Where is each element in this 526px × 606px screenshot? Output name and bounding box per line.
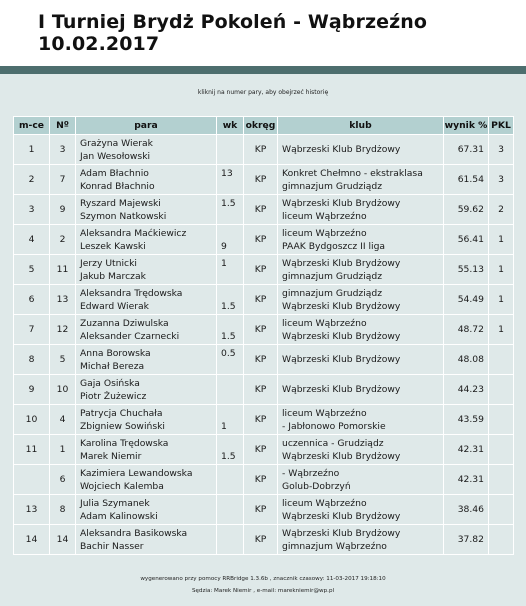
header-divider	[0, 66, 526, 74]
player-1: Karolina Trędowska	[80, 437, 169, 449]
wk-cell	[217, 195, 244, 225]
score-cell: 54.49	[444, 285, 489, 315]
pair-cell	[76, 465, 217, 495]
wk-player-1: 13	[221, 167, 233, 179]
place-cell: 7	[14, 315, 50, 345]
col-header-number: Nº	[50, 117, 76, 135]
district-cell: KP	[244, 285, 278, 315]
pair-cell	[76, 495, 217, 525]
player-2: Jakub Marczak	[80, 270, 146, 282]
table-row	[14, 285, 514, 315]
player-1: Adam Błachnio	[80, 167, 149, 179]
district-cell: KP	[244, 315, 278, 345]
pair-cell	[76, 135, 217, 165]
pair-number-link[interactable]: 8	[50, 495, 76, 525]
pair-number-link[interactable]: 10	[50, 375, 76, 405]
district-cell: KP	[244, 435, 278, 465]
wk-cell	[217, 375, 244, 405]
club-1: uczennica - Grudziądz	[282, 437, 384, 449]
table-row	[14, 375, 514, 405]
club-1: Konkret Chełmno - ekstraklasa	[282, 167, 423, 179]
club-1: gimnazjum Grudziądz	[282, 287, 383, 299]
club-cell	[278, 525, 444, 555]
wk-player-1: 1.5	[221, 197, 236, 209]
club-1: Wąbrzeski Klub Brydżowy	[282, 354, 401, 365]
place-cell: 13	[14, 495, 50, 525]
club-cell	[278, 405, 444, 435]
table-row	[14, 495, 514, 525]
pkl-cell	[489, 435, 514, 465]
place-cell: 14	[14, 525, 50, 555]
player-2: Konrad Błachnio	[80, 180, 155, 192]
score-cell: 61.54	[444, 165, 489, 195]
table-header-row	[14, 117, 514, 135]
pkl-cell: 1	[489, 285, 514, 315]
pair-number-link[interactable]: 7	[50, 165, 76, 195]
wk-cell	[217, 165, 244, 195]
pkl-cell	[489, 465, 514, 495]
page-title: I Turniej Brydż Pokoleń - Wąbrzeźno 10.02.2017	[38, 11, 428, 55]
pkl-cell: 1	[489, 315, 514, 345]
pkl-cell	[489, 345, 514, 375]
club-2: gimnazjum Grudziądz	[282, 180, 383, 192]
district-cell: KP	[244, 495, 278, 525]
district-cell: KP	[244, 135, 278, 165]
pair-cell	[76, 375, 217, 405]
pair-cell	[76, 525, 217, 555]
pkl-cell	[489, 405, 514, 435]
pkl-cell: 1	[489, 225, 514, 255]
club-cell	[278, 495, 444, 525]
score-cell: 44.23	[444, 375, 489, 405]
table-row	[14, 345, 514, 375]
wk-cell	[217, 135, 244, 165]
place-cell: 3	[14, 195, 50, 225]
table-row	[14, 315, 514, 345]
col-header-wk: wk	[217, 117, 244, 135]
pair-number-link[interactable]: 5	[50, 345, 76, 375]
club-2: Wąbrzeski Klub Brydżowy	[282, 300, 401, 312]
club-2: PAAK Bydgoszcz II liga	[282, 240, 386, 252]
wk-cell	[217, 525, 244, 555]
player-1: Aleksandra Trędowska	[80, 287, 183, 299]
player-2: Piotr Żużewicz	[80, 390, 147, 402]
pair-cell	[76, 345, 217, 375]
pair-cell	[76, 165, 217, 195]
club-cell	[278, 465, 444, 495]
score-cell: 56.41	[444, 225, 489, 255]
wk-cell	[217, 255, 244, 285]
place-cell: 11	[14, 435, 50, 465]
club-2: Wąbrzeski Klub Brydżowy	[282, 510, 401, 522]
club-1: liceum Wąbrzeźno	[282, 227, 367, 239]
district-cell: KP	[244, 225, 278, 255]
wk-cell	[217, 225, 244, 255]
table-row	[14, 405, 514, 435]
table-row	[14, 525, 514, 555]
col-header-place: m-ce	[14, 117, 50, 135]
pair-number-link[interactable]: 12	[50, 315, 76, 345]
score-cell: 55.13	[444, 255, 489, 285]
score-cell: 48.72	[444, 315, 489, 345]
club-1: liceum Wąbrzeźno	[282, 407, 367, 419]
district-cell: KP	[244, 405, 278, 435]
player-2: Zbigniew Sowiński	[80, 420, 165, 432]
score-cell: 42.31	[444, 435, 489, 465]
pair-number-link[interactable]: 1	[50, 435, 76, 465]
club-1: Wąbrzeski Klub Brydżowy	[282, 197, 401, 209]
club-1: liceum Wąbrzeźno	[282, 317, 367, 329]
pair-cell	[76, 225, 217, 255]
pkl-cell: 2	[489, 195, 514, 225]
score-cell: 42.31	[444, 465, 489, 495]
district-cell: KP	[244, 375, 278, 405]
wk-cell	[217, 345, 244, 375]
place-cell: 10	[14, 405, 50, 435]
wk-player-2: 1	[221, 420, 227, 432]
wk-cell	[217, 495, 244, 525]
club-1: Wąbrzeski Klub Brydżowy	[282, 144, 401, 155]
wk-cell	[217, 465, 244, 495]
club-2: gimnazjum Wąbrzeźno	[282, 540, 387, 552]
table-row	[14, 225, 514, 255]
pair-number-link[interactable]: 3	[50, 135, 76, 165]
col-header-pkl: PKL	[489, 117, 514, 135]
pkl-cell: 3	[489, 165, 514, 195]
district-cell: KP	[244, 525, 278, 555]
player-1: Aleksandra Maćkiewicz	[80, 227, 187, 239]
results-table	[13, 116, 514, 555]
wk-player-1: 1	[221, 257, 227, 269]
pkl-cell	[489, 375, 514, 405]
pair-cell	[76, 435, 217, 465]
player-1: Gaja Osińska	[80, 377, 140, 389]
pair-number-link[interactable]: 14	[50, 525, 76, 555]
table-row	[14, 195, 514, 225]
player-1: Jerzy Utnicki	[80, 257, 137, 269]
pkl-cell: 1	[489, 255, 514, 285]
footer-judge: Sędzia: Marek Niemir , e-mail: marekniemir@wp.pl	[191, 588, 335, 594]
place-cell: 4	[14, 225, 50, 255]
pair-number-link[interactable]: 6	[50, 465, 76, 495]
player-2: Leszek Kawski	[80, 240, 146, 252]
player-2: Aleksander Czarnecki	[80, 330, 180, 342]
table-row	[14, 165, 514, 195]
pair-cell	[76, 195, 217, 225]
pair-cell	[76, 315, 217, 345]
club-cell	[278, 315, 444, 345]
club-2: Golub-Dobrzyń	[282, 480, 351, 492]
club-2: Wąbrzeski Klub Brydżowy	[282, 330, 401, 342]
club-cell	[278, 165, 444, 195]
col-header-score: wynik %	[444, 117, 489, 135]
page-header	[0, 0, 526, 66]
col-header-club: klub	[278, 117, 444, 135]
place-cell: 8	[14, 345, 50, 375]
player-2: Szymon Natkowski	[80, 210, 167, 222]
pair-cell	[76, 405, 217, 435]
score-cell: 59.62	[444, 195, 489, 225]
pair-cell	[76, 255, 217, 285]
player-2: Edward Wierak	[80, 300, 149, 312]
place-cell: 9	[14, 375, 50, 405]
score-cell: 43.59	[444, 405, 489, 435]
col-header-district: okręg	[244, 117, 278, 135]
pkl-cell	[489, 525, 514, 555]
pair-number-link[interactable]: 13	[50, 285, 76, 315]
club-cell	[278, 345, 444, 375]
pair-number-link[interactable]: 11	[50, 255, 76, 285]
player-1: Patrycja Chuchała	[80, 407, 163, 419]
pair-cell	[76, 285, 217, 315]
club-1: Wąbrzeski Klub Brydżowy	[282, 257, 401, 269]
player-2: Bachir Nasser	[80, 540, 144, 552]
pkl-cell: 3	[489, 135, 514, 165]
score-cell: 38.46	[444, 495, 489, 525]
player-2: Marek Niemir	[80, 450, 142, 462]
table-row	[14, 465, 514, 495]
club-cell	[278, 135, 444, 165]
wk-player-2: 1.5	[221, 300, 236, 312]
player-2: Michał Bereza	[80, 360, 145, 372]
wk-player-2: 1.5	[221, 330, 236, 342]
player-1: Grażyna Wierak	[80, 137, 153, 149]
player-2: Adam Kalinowski	[80, 510, 158, 522]
district-cell: KP	[244, 195, 278, 225]
player-1: Julia Szymanek	[80, 497, 150, 509]
player-1: Kazimiera Lewandowska	[80, 467, 193, 479]
score-cell: 37.82	[444, 525, 489, 555]
club-cell	[278, 255, 444, 285]
wk-cell	[217, 435, 244, 465]
club-cell	[278, 375, 444, 405]
pkl-cell	[489, 495, 514, 525]
club-cell	[278, 225, 444, 255]
district-cell: KP	[244, 345, 278, 375]
pair-number-link[interactable]: 2	[50, 225, 76, 255]
wk-cell	[217, 315, 244, 345]
district-cell: KP	[244, 255, 278, 285]
district-cell: KP	[244, 165, 278, 195]
club-1: - Wąbrzeźno	[282, 467, 340, 479]
score-cell: 67.31	[444, 135, 489, 165]
player-1: Anna Borowska	[80, 347, 151, 359]
player-1: Ryszard Majewski	[80, 197, 161, 209]
district-cell: KP	[244, 465, 278, 495]
club-2: gimnazjum Grudziądz	[282, 270, 383, 282]
table-row	[14, 435, 514, 465]
place-cell: 1	[14, 135, 50, 165]
player-1: Zuzanna Dziwulska	[80, 317, 169, 329]
table-row	[14, 255, 514, 285]
player-2: Wojciech Kalemba	[80, 480, 164, 492]
club-cell	[278, 195, 444, 225]
player-2: Jan Wesołowski	[80, 150, 151, 162]
wk-cell	[217, 405, 244, 435]
pair-number-link[interactable]: 4	[50, 405, 76, 435]
place-cell	[14, 465, 50, 495]
club-cell	[278, 435, 444, 465]
club-2: liceum Wąbrzeźno	[282, 210, 367, 222]
player-1: Aleksandra Basikowska	[80, 527, 188, 539]
col-header-pair: para	[76, 117, 217, 135]
wk-player-2: 9	[221, 240, 227, 252]
table-row	[14, 135, 514, 165]
place-cell: 5	[14, 255, 50, 285]
place-cell: 2	[14, 165, 50, 195]
club-1: liceum Wąbrzeźno	[282, 497, 367, 509]
history-hint: kliknij na numer pary, aby obejrzeć historię	[197, 89, 329, 96]
wk-player-2: 1.5	[221, 450, 236, 462]
footer-generator: wygenerowano przy pomocy RRBridge 1.3.6b , znacznik czasowy: 11-03-2017 19:18:10	[140, 576, 386, 582]
club-2: - Jabłonowo Pomorskie	[282, 420, 386, 432]
place-cell: 6	[14, 285, 50, 315]
pair-number-link[interactable]: 9	[50, 195, 76, 225]
wk-player-1: 0.5	[221, 347, 236, 359]
club-1: Wąbrzeski Klub Brydżowy	[282, 384, 401, 395]
wk-cell	[217, 285, 244, 315]
club-2: Wąbrzeski Klub Brydżowy	[282, 450, 401, 462]
club-1: Wąbrzeski Klub Brydżowy	[282, 527, 401, 539]
club-cell	[278, 285, 444, 315]
score-cell: 48.08	[444, 345, 489, 375]
